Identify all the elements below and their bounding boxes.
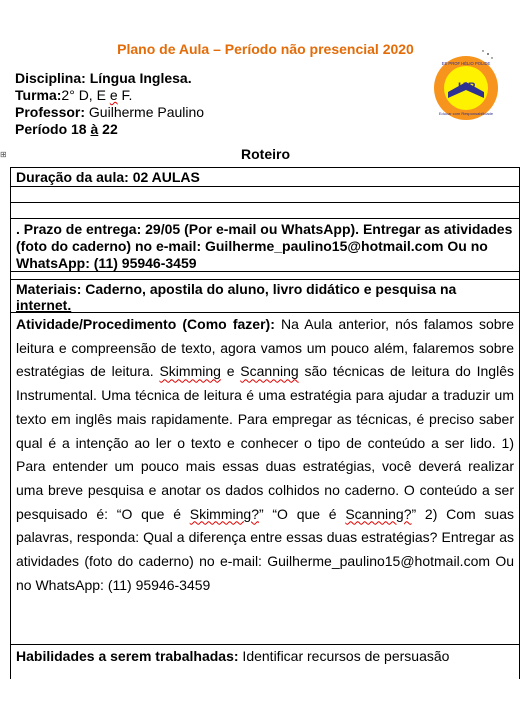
materiais-label: Materiais: [16, 281, 82, 297]
logo-text-bottom: Educar com Responsabilidade [438, 111, 494, 116]
materiais-value: Caderno, apostila do aluno, livro didático e pesquisa na [81, 281, 457, 297]
atividade-text-3: são técnicas de leitura do Inglês Instrumental. Uma técnica de leitura é uma estratégia para ajudar a traduzir um texto em inglês mais rapidamente. Para empregar as técnicas, é preciso saber qual é a intenção ao ler o texto e conhecer o tipo de conteúdo a ser lido. 1) Para entender um pouco mais essas duas estratégias, você deverá realizar uma breve pesquisa e anotar os dados colhidos no caderno. O conteúdo a ser pesquisado é: “O que é [16, 363, 514, 522]
star-icon [491, 57, 492, 58]
atividade-text-1: Na Aula anterior, nós falamos sobre leitura e compreensão de texto, agora vamos um pouco além, falaremos sobre estratégias de leitura. [16, 316, 514, 380]
scanning-word: Scanning [240, 363, 299, 380]
logo-text-top: EE PROF HÉLIO POLIDE [441, 61, 491, 66]
skimming-word: Skimming [159, 363, 221, 380]
disciplina-label: Disciplina: [15, 70, 86, 86]
empty-row [11, 186, 519, 202]
prazo-row: . Prazo de entrega: 29/05 (Por e-mail ou WhatsApp). Entregar as atividades (foto do caderno) no e-mail: Guilherme_paulino15@hotmail.com Ou no WhatsApp: (11) 95946-3459 [11, 218, 519, 271]
turma-value-e: e [109, 87, 118, 103]
lesson-table [10, 167, 520, 679]
materiais-row [11, 279, 519, 312]
disciplina-value: Língua Inglesa. [89, 70, 192, 86]
turma-value-pre: 2° D, E [61, 87, 110, 103]
atividade-label: Atividade/Procedimento (Como fazer): [16, 316, 275, 332]
lesson-info [15, 70, 204, 138]
periodo-label: Período 18 [15, 121, 91, 137]
atividade-text-4: ” “O que é [258, 505, 346, 522]
empty-row [11, 202, 519, 218]
periodo-line [15, 121, 204, 138]
atividade-text-5: ” 2) Com suas palavras, responda: Qual a diferença entre essas duas estratégias? Entregar as atividades (foto do caderno) no e-mail: Guilherme_paulino15@hotmail.com Ou no WhatsApp: (11) 95946-3459 [16, 505, 515, 593]
spacer-row [11, 271, 519, 279]
scanning-question: Scanning? [345, 505, 412, 522]
turma-line [15, 87, 204, 104]
habilidades-row [11, 644, 519, 679]
section-title: Roteiro [241, 146, 290, 162]
table-move-handle-icon[interactable]: ⊞ [0, 150, 7, 159]
professor-label: Professor: [15, 104, 86, 120]
duracao-row: Duração da aula: 02 AULAS [11, 167, 519, 186]
periodo-end: 22 [98, 121, 118, 137]
skimming-question: Skimming? [189, 505, 259, 522]
star-icon [487, 53, 489, 55]
atividade-row [11, 312, 519, 644]
periodo-a: à [90, 121, 99, 137]
atividade-text-2: e [220, 363, 241, 380]
logo-initial-p: P [468, 81, 476, 93]
materiais-internet: internet. [16, 297, 72, 313]
turma-label: Turma: [15, 87, 62, 103]
school-logo [428, 48, 504, 124]
professor-line [15, 104, 204, 121]
disciplina-line [15, 70, 204, 87]
habilidades-label: Habilidades a serem trabalhadas: [16, 648, 239, 664]
star-icon [482, 50, 483, 51]
logo-initial-h: H [458, 81, 466, 93]
habilidades-value: Identificar recursos de persuasão [238, 648, 450, 664]
document-title: Plano de Aula – Período não presencial 2020 [117, 41, 414, 57]
turma-value-post: F. [117, 87, 133, 103]
professor-value: Guilherme Paulino [88, 104, 205, 120]
